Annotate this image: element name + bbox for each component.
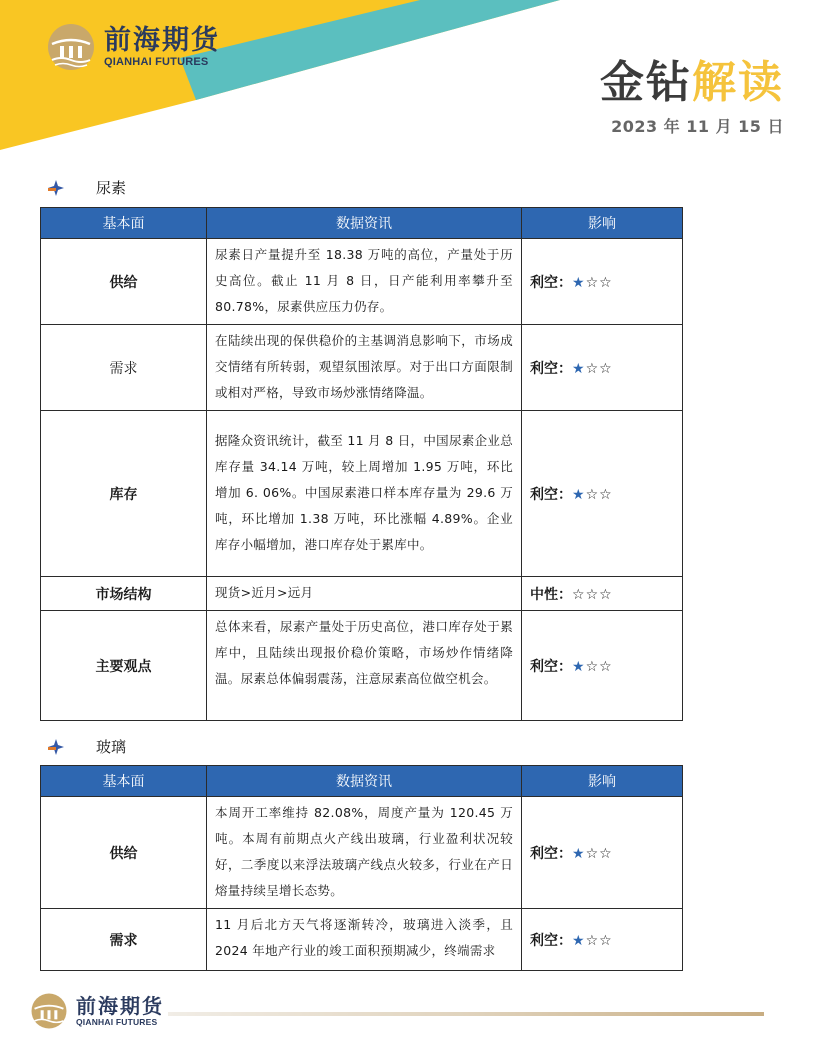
row-impact xyxy=(522,239,683,325)
footer-logo xyxy=(30,992,164,1030)
rating-stars-icon: ★☆☆ xyxy=(572,274,613,291)
row-category: 市场结构 xyxy=(41,577,207,611)
rating-stars-icon: ★☆☆ xyxy=(572,360,613,377)
brand-name-en: QIANHAI FUTURES xyxy=(76,1017,158,1027)
table-row xyxy=(41,325,683,411)
table-row xyxy=(41,909,683,971)
section-title: 尿素 xyxy=(96,179,127,197)
page-title-part2: 解读 xyxy=(692,57,784,108)
glass-table xyxy=(40,765,683,971)
table-header-row xyxy=(41,766,683,797)
rating-stars-icon: ★☆☆ xyxy=(572,658,613,675)
row-impact xyxy=(522,909,683,971)
section-heading-urea xyxy=(48,177,126,198)
row-info: 现货>近月>远月 xyxy=(207,577,522,611)
rating-stars-icon: ☆☆☆ xyxy=(572,586,613,603)
row-category: 需求 xyxy=(41,325,207,411)
row-info: 总体来看，尿素产量处于历史高位，港口库存处于累库中，且陆续出现报价稳价策略，市场炒作情绪降温。尿素总体偏弱震荡，注意尿素高位做空机会。 xyxy=(207,611,522,721)
rating-stars-icon: ★☆☆ xyxy=(572,932,613,949)
page-title-part1: 金钻 xyxy=(600,57,692,108)
row-impact xyxy=(522,411,683,577)
rating-stars-icon: ★☆☆ xyxy=(572,486,613,503)
row-info: 本周开工率维持 82.08%，周度产量为 120.45 万吨。本周有前期点火产线出玻璃，行业盈利状况较好，二季度以来浮法玻璃产线点火较多，行业在产日熔量持续呈增长态势。 xyxy=(207,797,522,909)
row-category: 供给 xyxy=(41,239,207,325)
section-title: 玻璃 xyxy=(96,738,127,756)
table-row xyxy=(41,411,683,577)
section-heading-glass xyxy=(48,736,126,757)
impact-label: 利空： xyxy=(530,274,572,291)
row-category: 供给 xyxy=(41,797,207,909)
impact-label: 利空： xyxy=(530,932,572,949)
row-info: 在陆续出现的保供稳价的主基调消息影响下，市场成交情绪有所转弱，观望氛围浓厚。对于出口方面限制或相对严格，导致市场炒涨情绪降温。 xyxy=(207,325,522,411)
brand-logo xyxy=(46,22,220,72)
impact-label: 利空： xyxy=(530,845,572,862)
table-row xyxy=(41,239,683,325)
rating-stars-icon: ★☆☆ xyxy=(572,845,613,862)
row-info: 11 月后北方天气将逐渐转冷，玻璃进入淡季，且 2024 年地产行业的竣工面积预期减少，终端需求 xyxy=(207,909,522,971)
brand-name-cn: 前海期货 xyxy=(76,994,164,1018)
table-row xyxy=(41,611,683,721)
section-bullet-icon xyxy=(48,180,64,196)
row-impact xyxy=(522,611,683,721)
column-header: 基本面 xyxy=(41,766,207,797)
row-category: 需求 xyxy=(41,909,207,971)
section-bullet-icon xyxy=(48,739,64,755)
brand-name-cn: 前海期货 xyxy=(104,25,220,56)
row-impact xyxy=(522,797,683,909)
report-date: 2023 年 11 月 15 日 xyxy=(611,117,784,136)
row-impact xyxy=(522,325,683,411)
row-category: 库存 xyxy=(41,411,207,577)
row-info: 据隆众资讯统计，截至 11 月 8 日，中国尿素企业总库存量 34.14 万吨，较上周增加 1.95 万吨，环比增加 6. 06%。中国尿素港口样本库存量为 29.6 万吨，环比增加 1.38 万吨，环比涨幅 4.89%。企业库存小幅增加，港口库存处于累库中。 xyxy=(207,411,522,577)
impact-label: 利空： xyxy=(530,486,572,503)
column-header: 数据资讯 xyxy=(207,766,522,797)
column-header: 基本面 xyxy=(41,208,207,239)
row-category: 主要观点 xyxy=(41,611,207,721)
column-header: 影响 xyxy=(522,208,683,239)
table-row xyxy=(41,797,683,909)
footer-divider xyxy=(168,1012,764,1016)
table-row xyxy=(41,577,683,611)
column-header: 影响 xyxy=(522,766,683,797)
brand-name-en: QIANHAI FUTURES xyxy=(104,56,209,68)
impact-label: 中性： xyxy=(530,586,572,603)
page-title xyxy=(600,46,784,110)
impact-label: 利空： xyxy=(530,360,572,377)
column-header: 数据资讯 xyxy=(207,208,522,239)
row-info: 尿素日产量提升至 18.38 万吨的高位，产量处于历史高位。截止 11 月 8 日，日产能利用率攀升至 80.78%，尿素供应压力仍存。 xyxy=(207,239,522,325)
urea-table xyxy=(40,207,683,721)
row-impact xyxy=(522,577,683,611)
logo-mark-icon xyxy=(30,992,68,1030)
table-header-row xyxy=(41,208,683,239)
impact-label: 利空： xyxy=(530,658,572,675)
logo-mark-icon xyxy=(46,22,96,72)
